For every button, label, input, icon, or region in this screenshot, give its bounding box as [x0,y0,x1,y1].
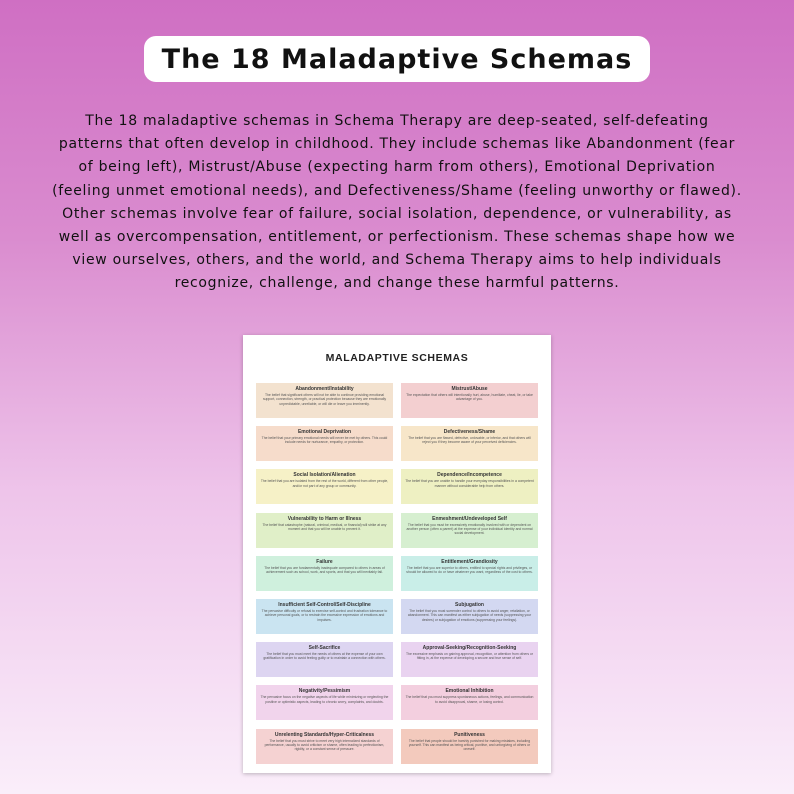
schema-name: Failure [316,558,333,565]
schema-description: The belief that you must suppress spontaneous actions, feelings, and communication to avoid disapproval, shame, or losing control. [405,695,534,704]
schema-card [401,556,538,591]
schema-description: The belief that you must strive to meet very high internalized standards of performance, usually to avoid criticism or shame, often leading to perfectionism, rigidity, or a constant sense of pressure. [264,738,385,752]
schema-description: The belief that you are isolated from the rest of the world, different from other people, and/or not part of any group or community. [260,479,389,488]
schema-name: Defectiveness/Shame [443,429,496,436]
schema-name: Insufficient Self-Control/Self-Discipline [278,601,371,608]
schema-description: The belief that you are unable to handle your everyday responsibilities in a competent manner without considerable help from others. [405,479,534,488]
schema-name: Emotional Inhibition [445,688,494,695]
schema-description: The belief that you are superior to others, entitled to special rights and privileges, or should be allowed to do or have whatever you want, regardless of the cost to others. [406,565,533,575]
schema-description: The pervasive difficulty or refusal to exercise self-control and frustration tolerance to achieve personal goals, or to restrain the excessive expression of emotions and impulses. [261,608,388,622]
schema-card [256,426,393,461]
schema-name: Approval-Seeking/Recognition-Seeking [422,645,517,652]
schema-card [401,642,538,677]
schema-card [256,513,393,548]
schema-description: The belief that you must meet the needs of others at the expense of your own gratification in order to avoid feeling guilty or to maintain a connection with others. [263,652,386,661]
schema-name: Subjugation [455,601,484,608]
schema-description: The belief that significant others will not be able to continue providing emotional support, connection, strength, or practical protection because they are emotionally unpredictable, unreliable, or will die or leave you imminently. [262,393,387,406]
schema-card [401,685,538,720]
schema-name: Negativity/Pessimism [298,688,351,695]
schema-card [401,729,538,764]
schema-name: Self-Sacrifice [308,645,341,652]
schema-card [256,383,393,418]
title-banner [144,36,650,82]
schema-name: Dependence/Incompetence [437,472,502,479]
schema-name: Enmeshment/Undeveloped Self [432,515,507,522]
schema-description: The pervasive focus on the negative aspects of life while minimizing or neglecting the positive or optimistic aspects, leading to chronic worry, complaints, and doubts. [260,695,389,704]
schema-card [256,642,393,677]
schema-name: Emotional Deprivation [297,429,352,436]
schema-description: The belief that you are flawed, defective, unlovable, or inferior, and that others will reject you if they become aware of your perceived deficiencies. [408,436,531,445]
schema-card [256,556,393,591]
schema-name: Punitiveness [454,731,485,738]
schema-card [401,469,538,504]
schema-description: The expectation that others will intentionally hurt, abuse, humiliate, cheat, lie, or take advantage of you. [406,393,533,402]
schema-card [256,599,393,634]
schema-description: The belief that your primary emotional needs will never be met by others. This could include needs for nurturance, empathy, or protection. [261,436,388,445]
schema-name: Unrelenting Standards/Hyper-Criticalness [274,731,375,738]
schema-grid [256,383,538,764]
schema-card [256,469,393,504]
schema-name: Mistrust/Abuse [451,386,488,392]
schema-card [401,426,538,461]
schema-card [256,729,393,764]
schema-card [256,685,393,720]
schema-name: Vulnerability to Harm or Illness [287,515,362,522]
schema-card [401,383,538,418]
schema-name: Social Isolation/Alienation [293,472,356,479]
schema-description: The belief that you are fundamentally inadequate compared to others in areas of achievement such as school, work, and sports, and that you will inevitably fail. [264,565,385,575]
schema-name: Entitlement/Grandiosity [441,558,498,565]
schema-card [401,599,538,634]
page-title: The 18 Maladaptive Schemas [161,43,633,75]
schema-description: The belief that you must surrender control to others to avoid anger, retaliation, or abandonment. This can manifest as either subjugation of needs (suppressing your desires) or subjugation of emotions (suppressing your feelings). [407,608,532,622]
schema-description: The belief that you must be excessively emotionally involved with or dependent on another person (often a parent) at the expense of your individual identity and normal social development. [406,522,533,536]
schema-card [401,513,538,548]
schema-name: Abandonment/Instability [295,386,354,392]
sheet-title: MALADAPTIVE SCHEMAS [325,352,469,364]
intro-paragraph: The 18 maladaptive schemas in Schema Therapy are deep-seated, self-defeating patterns that often develop in childhood. They include schemas like Abandonment (fear of being left), Mistrust/Abuse (expecting harm from others), Emotional Deprivation (feeling unmet emotional needs), and Defectiveness/Shame (feeling unworthy or flawed). Other schemas involve fear of failure, social isolation, dependence, or vulnerability, as well as overcompensation, entitlement, or perfectionism. These schemas shape how we view ourselves, others, and the world, and Schema Therapy aims to help individuals recognize, challenge, and change these harmful patterns. [52,113,742,292]
schema-description: The belief that people should be harshly punished for making mistakes, including yourself. This can manifest as being critical, punitive, and unforgiving of others or oneself. [408,738,531,752]
schema-sheet [243,335,551,773]
schema-description: The belief that catastrophe (natural, criminal, medical, or financial) will strike at any moment and that you will be unable to prevent it. [262,522,387,531]
schema-description: The excessive emphasis on gaining approval, recognition, or attention from others or fitting in, at the expense of developing a secure and true sense of self. [405,652,534,661]
